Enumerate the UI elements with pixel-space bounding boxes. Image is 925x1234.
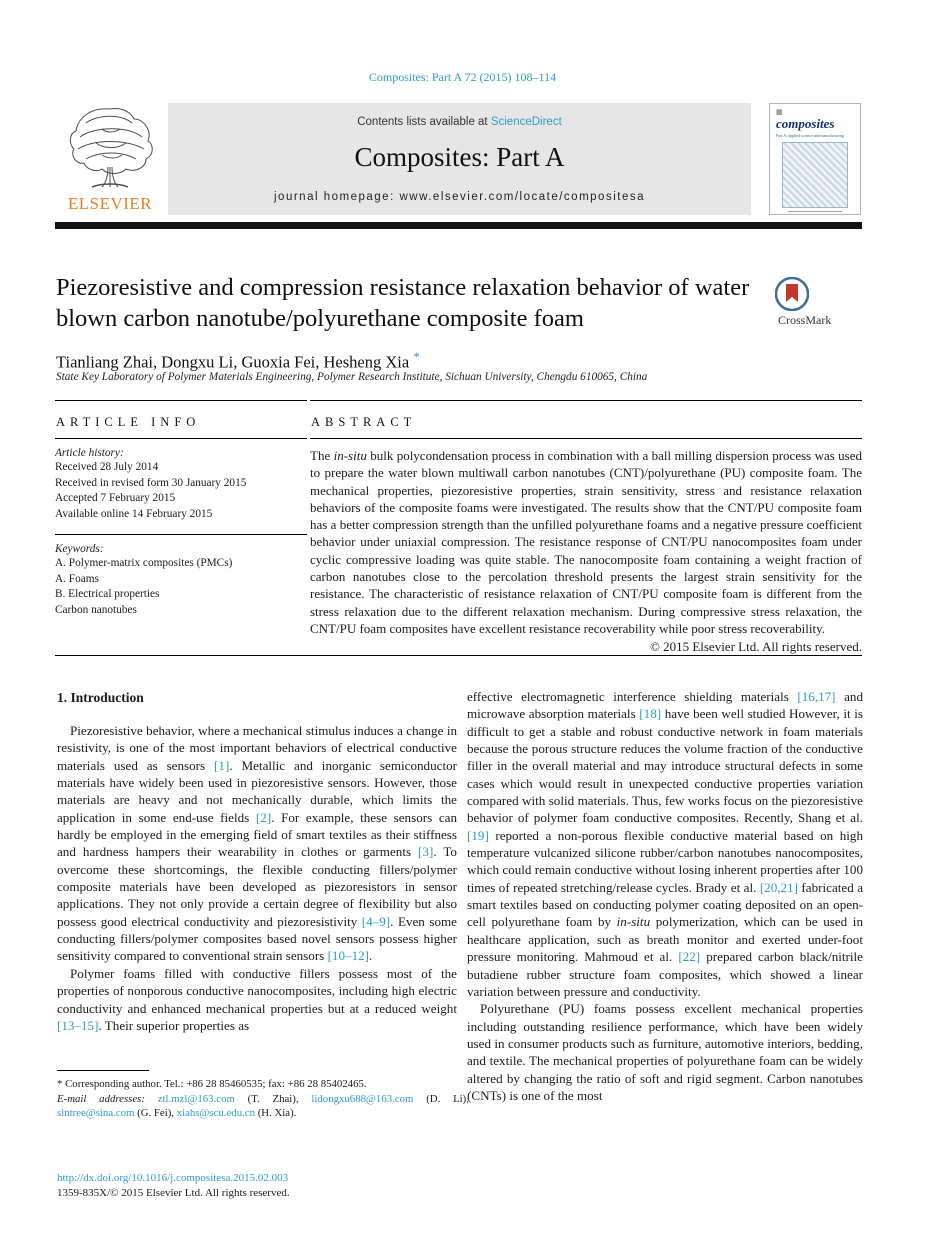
- paragraph: [467, 1000, 863, 1104]
- body-text: Piezoresistive behavior, where a mechanical stimulus induces a change in resistivity, is one of the most important behaviors of electrical conductive materials used as sensors: [57, 723, 457, 773]
- elsevier-wordmark: ELSEVIER: [67, 194, 153, 213]
- corresponding-author-mark[interactable]: *: [413, 349, 420, 364]
- journal-citation-link[interactable]: Composites: Part A 72 (2015) 108–114: [368, 70, 557, 84]
- body-text: have been well studied However, it is difficult to get a stable and robust conductive network in foam materials because the porous structure reduces the volume fraction of the conductive filler in the overall material and may introduce structural defects in some cases which would result in unexpected conductive properties variation compared with solid materials. Thus, few works focus on the piezoresistive behavior of polymer foam conductive composites. Recently, Shang et al.: [467, 706, 863, 826]
- body-text: .: [369, 948, 373, 964]
- body-text: fabricated a smart textiles based on conducting polymer coating deposited on an open-cell polyurethane foam by: [467, 879, 864, 930]
- body-text: (G. Fei),: [134, 1107, 177, 1119]
- footnote-emails: [57, 1092, 469, 1121]
- abstract-copyright: © 2015 Elsevier Ltd. All rights reserved.: [649, 639, 862, 655]
- history-item: Accepted 7 February 2015: [55, 492, 176, 504]
- body-text: bulk polycondensation process in combination with a ball milling dispersion process was used to prepare the water blown multiwall carbon nanotubes (CNT)/polyurethane (PU) composite foam. The mechanical properties, piezoresistive properties, strain sensitivity, stress and resistance relaxation behaviors of the composite foams were investigated. The results show that the CNT/PU composite foam has a better compression strength than the unfilled polyurethane foams and a negative pressure coefficient behavior under uniaxial compression. The resistance response of CNT/PU nanocomposites foam under cyclic compressive loading was quite stable. The nanocomposite foam containing a weight fraction of carbon nanotubes close to the percolation threshold presents the largest strain sensitivity for the resistance. The characteristic of resistance relaxation of CNT/PU composite foam is different from the stress relaxation due to the different relaxation mechanism. During compressive stress relaxation, the CNT/PU foam composites have excellent resistance recoverability while poor stress recoverability.: [310, 448, 863, 636]
- body-text: prepared carbon black/nitrile butadiene rubber structure foam composites, which showed a linear variation between pressure and conductivity.: [467, 949, 863, 999]
- contents-line: [168, 116, 751, 128]
- body-text: . To overcome these shortcomings, the flexible conducting fillers/polymer composite materials have been developed as piezoresistors in sensor applications. They not only provide a certain degree of flexibility but also possess good electrical conductivity and piezoresistivity: [57, 844, 457, 929]
- paragraph: [57, 965, 457, 1034]
- article-info-column: [55, 400, 307, 618]
- author-list: [56, 349, 420, 373]
- body-text: . For example, these sensors can hardly be employed in the emerging field of smart textiles as their stiffness and hardness hampers their wearability in clothes or garments: [57, 809, 457, 860]
- abstract-heading: ABSTRACT: [311, 415, 417, 429]
- keywords-label: Keywords:: [55, 543, 104, 555]
- keyword-item: Carbon nanotubes: [55, 603, 137, 616]
- cover-publisher-icon: ▦: [776, 108, 783, 116]
- reference-link[interactable]: sintree@sina.com: [57, 1107, 135, 1119]
- info-heading-rule: [55, 438, 307, 439]
- info-top-rule: [55, 400, 307, 401]
- body-text: polymerization, which can be used in healthcare application, such as breath monitor and exerted under-foot pressure monitoring. Mahmoud et al.: [467, 914, 863, 965]
- footnote-rule: [57, 1070, 149, 1071]
- abstract-top-rule: [310, 400, 862, 401]
- author-names: Tianliang Zhai, Dongxu Li, Guoxia Fei, Hesheng Xia: [56, 352, 410, 372]
- reference-link[interactable]: [4–9]: [361, 913, 391, 929]
- article-footer: [57, 1172, 290, 1199]
- italic-text: in-situ: [616, 914, 651, 930]
- reference-link[interactable]: xiahs@scu.edu.cn: [176, 1107, 255, 1119]
- crossmark-badge[interactable]: [775, 277, 863, 327]
- reference-link[interactable]: [2]: [255, 809, 272, 825]
- contents-prefix: Contents lists available at: [357, 116, 491, 128]
- issn-copyright-line: 1359-835X/© 2015 Elsevier Ltd. All rights reserved.: [57, 1187, 290, 1199]
- header-divider-bar: [55, 222, 862, 229]
- body-text: Polyurethane (PU) foams possess excellent mechanical properties including outstanding resilience performance, which have been widely used in consumer products such as furniture, automotive interiors, bedding, and textile. The mechanical properties of polyurethane foam can be widely altered by changing the ratio of soft and rigid segment. Carbon nanotubes (CNTs) is one of the most: [467, 1001, 863, 1103]
- body-left-column: [57, 688, 457, 1034]
- affiliation: State Key Laboratory of Polymer Materials Engineering, Polymer Research Institute, Sichuan University, Chengdu 610065, China: [56, 371, 648, 383]
- cover-title: composites: [776, 116, 835, 131]
- reference-link[interactable]: [20,21]: [759, 879, 798, 895]
- body-text: Polymer foams filled with conductive fillers possess most of the properties of nonporous conductive nanocomposites, including high electric conductivity and enhanced mechanical properties but at a reduced weight: [57, 965, 457, 1016]
- reference-link[interactable]: [10–12]: [327, 948, 370, 964]
- body-text: . Their superior properties as: [98, 1017, 250, 1033]
- journal-cover-thumbnail[interactable]: [769, 103, 861, 215]
- cover-footer-rule: [788, 211, 842, 212]
- body-text: . Even some conducting fillers/polymer composites based novel sensors possess higher sensitivity compared to conventional strain sensors: [57, 913, 457, 964]
- reference-link[interactable]: lidongxu688@163.com: [311, 1092, 414, 1105]
- history-label: Article history:: [55, 447, 124, 459]
- elsevier-tree-icon: [62, 178, 158, 195]
- reference-link[interactable]: [18]: [639, 706, 662, 722]
- section-heading-introduction: 1. Introduction: [57, 690, 144, 705]
- crossmark-label: CrossMark: [778, 312, 832, 327]
- body-text: The: [310, 448, 334, 463]
- article-title: Piezoresistive and compression resistance relaxation behavior of water blown carbon nanotube/polyurethane composite foam: [56, 274, 750, 332]
- reference-link[interactable]: [22]: [678, 949, 701, 965]
- body-text: and microwave absorption materials: [467, 689, 863, 722]
- journal-banner: [168, 103, 751, 215]
- cover-subtitle: Part A: applied science and manufacturing: [776, 133, 844, 138]
- italic-text: E-mail addresses:: [57, 1092, 158, 1105]
- sciencedirect-link[interactable]: ScienceDirect: [490, 116, 562, 128]
- paragraph: [467, 688, 863, 1000]
- doi-link[interactable]: http://dx.doi.org/10.1016/j.compositesa.2015.02.003: [57, 1172, 289, 1184]
- history-item: Received in revised form 30 January 2015: [55, 476, 247, 489]
- reference-link[interactable]: [3]: [418, 844, 434, 860]
- abstract-column: [310, 400, 862, 655]
- body-right-column: [467, 688, 863, 1104]
- journal-title: Composites: Part A: [354, 142, 565, 172]
- footnote-contact: * Corresponding author. Tel.: +86 28 85460535; fax: +86 28 85402465.: [57, 1078, 367, 1090]
- abstract-text: [310, 447, 862, 637]
- paragraph: [57, 722, 457, 965]
- article-info-heading: ARTICLE INFO: [56, 415, 201, 429]
- reference-link[interactable]: [1]: [214, 757, 230, 773]
- reference-link[interactable]: [16,17]: [797, 689, 836, 704]
- journal-homepage-link[interactable]: journal homepage: www.elsevier.com/locate/compositesa: [274, 191, 645, 203]
- keyword-item: A. Foams: [55, 572, 99, 585]
- corresponding-author-footnote: [57, 1070, 469, 1121]
- abstract-heading-rule: [310, 438, 862, 439]
- reference-link[interactable]: [13–15]: [57, 1017, 99, 1033]
- elsevier-logo[interactable]: [55, 103, 165, 215]
- body-text: effective electromagnetic interference shielding materials: [467, 689, 798, 704]
- keyword-item: B. Electrical properties: [55, 588, 160, 600]
- keywords-divider-rule: [55, 534, 307, 535]
- body-divider-rule: [55, 655, 862, 656]
- body-text: . Metallic and inorganic semiconductor materials have widely been used in piezoresistive sensors. However, those materials are heavy and not mechanically durable, which limits the application in some end-use fields: [57, 757, 457, 825]
- body-text: reported a non-porous flexible conductive material based on high temperature vulcanized silicone rubber/carbon nanotubes nanocomposites, which could remain conductive without losing inherent properties after 100 times of repeated stretching/release cycles. Brady et al.: [467, 827, 863, 895]
- cover-art: [782, 142, 848, 208]
- history-item: Available online 14 February 2015: [55, 507, 213, 520]
- body-text: (T. Zhai),: [234, 1092, 312, 1105]
- reference-link[interactable]: [19]: [467, 827, 489, 843]
- body-text: (D. Li),: [413, 1092, 469, 1105]
- italic-text: in-situ: [333, 448, 367, 463]
- right-column-paragraphs: [467, 688, 863, 1104]
- body-text: (H. Xia).: [255, 1107, 297, 1119]
- keyword-item: A. Polymer-matrix composites (PMCs): [55, 557, 233, 569]
- left-column-paragraphs: [57, 722, 457, 1034]
- cover-footer-mark: [800, 214, 830, 215]
- history-item: Received 28 July 2014: [55, 461, 159, 473]
- reference-link[interactable]: ztl.mzl@163.com: [157, 1092, 235, 1105]
- crossmark-icon: [775, 285, 809, 302]
